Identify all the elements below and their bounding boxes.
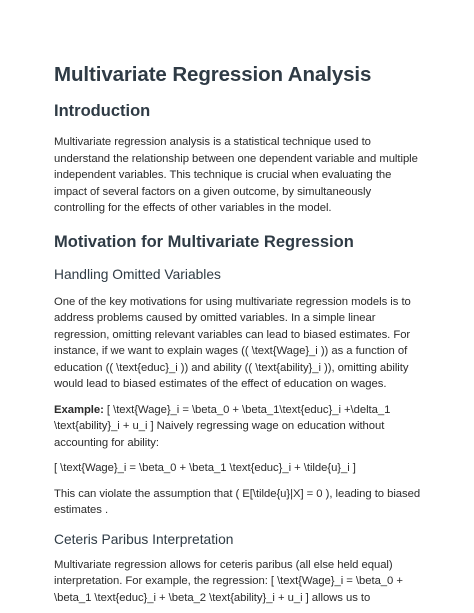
omitted-variables-heading: Handling Omitted Variables: [54, 266, 221, 282]
ceteris-paribus-paragraph: Multivariate regression allows for ceteris paribus (all else held equal) interpretation. For example, the regression: [ \text{Wage}_i = \beta_0 + \beta_1 \text{educ}_i + \beta_2 \text{ability}_i + u_i ] allows us to: [54, 558, 403, 604]
ceteris-paribus-heading: Ceteris Paribus Interpretation: [54, 531, 234, 547]
example-paragraph: [54, 402, 421, 452]
example-label: Example:: [54, 403, 104, 416]
introduction-heading: Introduction: [54, 102, 151, 120]
omitted-variables-paragraph: One of the key motivations for using multivariate regression models is to address problems caused by omitted variables. In a simple linear regression, omitting relevant variables can lead to biased estimates. For instance, if we want to explain wages (( \text{Wage}_i )) as a function of education (( \text{educ}_i )) and ability (( \text{ability}_i )), omitting ability would lead to biased estimates of the effect of education on wages.: [54, 295, 411, 390]
document-title: Multivariate Regression Analysis: [54, 63, 372, 86]
motivation-heading: Motivation for Multivariate Regression: [54, 232, 354, 251]
naive-equation: [ \text{Wage}_i = \beta_0 + \beta_1 \text{educ}_i + \tilde{u}_i ]: [54, 462, 356, 474]
violation-paragraph: This can violate the assumption that ( E[\tilde{u}|X] = 0 ), leading to biased estimates .: [54, 487, 421, 516]
example-text: [ \text{Wage}_i = \beta_0 + \beta_1\text{educ}_i +\delta_1 \text{ability}_i + u_i ] Naively regressing wage on education without accounting for ability:: [54, 403, 391, 449]
introduction-paragraph: Multivariate regression analysis is a statistical technique used to understand the relationship between one dependent variable and multiple independent variables. This technique is crucial when evaluating the impact of several factors on a given outcome, by simultaneously controlling for the effects of other variables in the model.: [54, 136, 418, 214]
